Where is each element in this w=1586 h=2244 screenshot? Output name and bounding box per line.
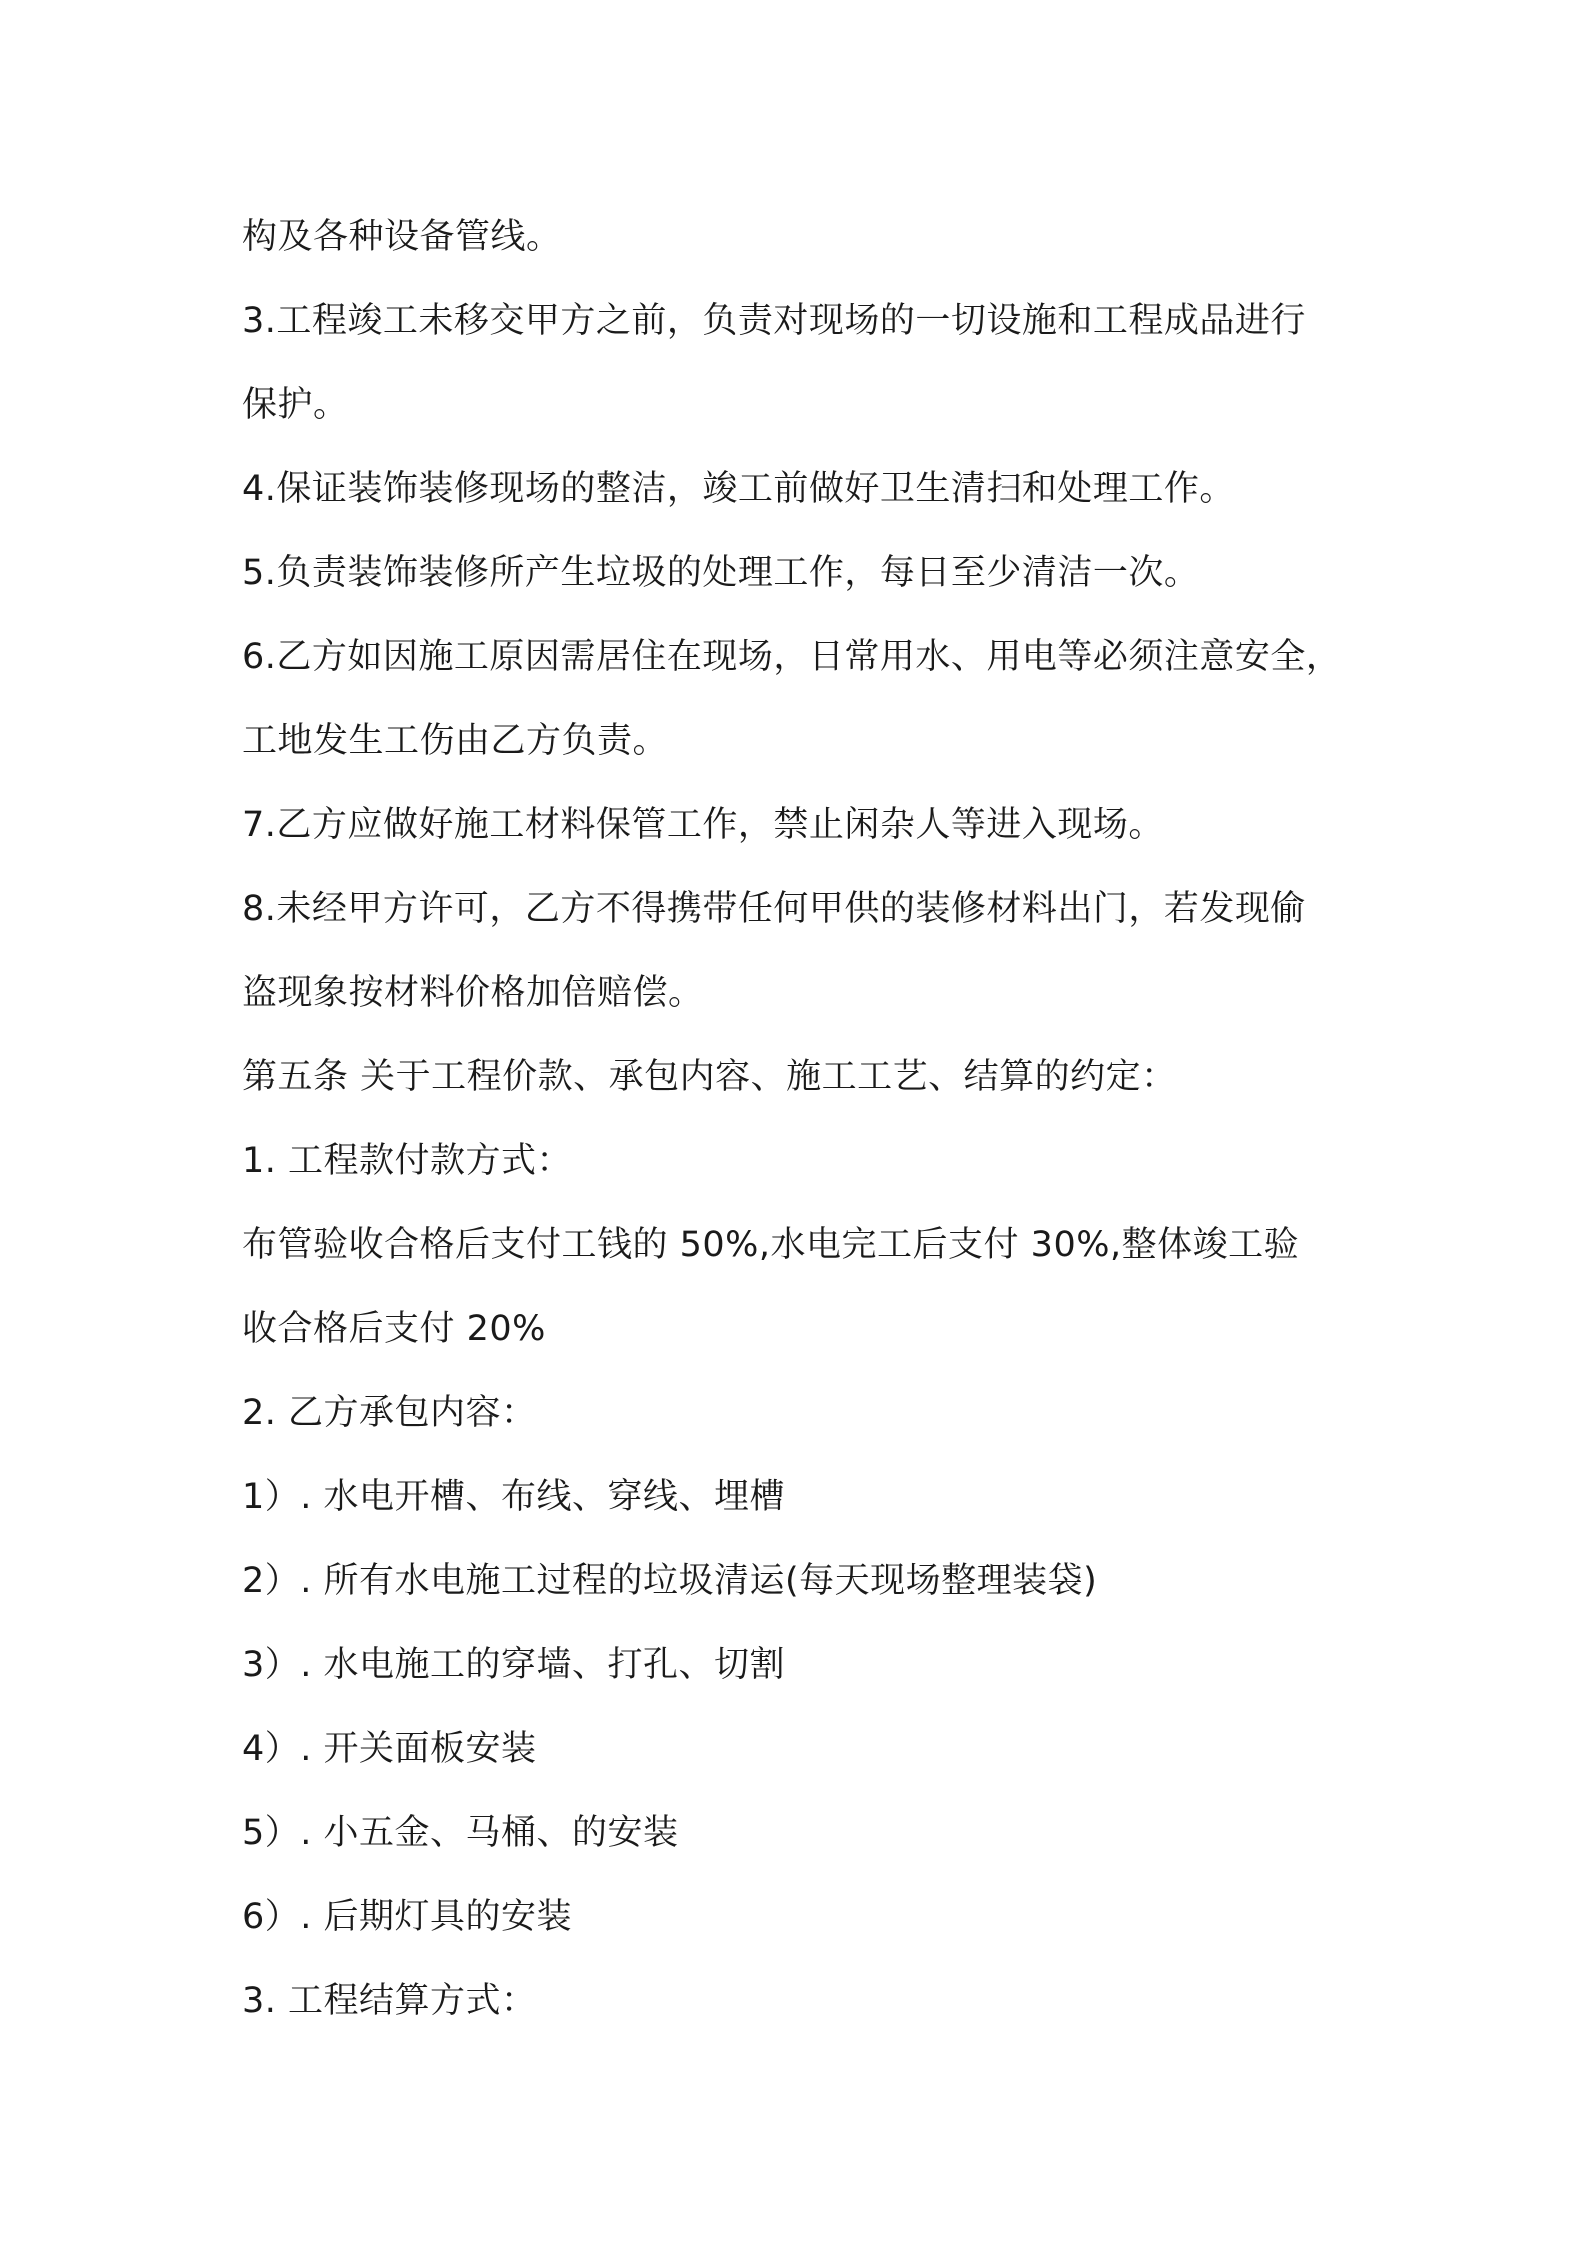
text-line: 构及各种设备管线。 <box>242 217 562 257</box>
list-item: 6）. 后期灯具的安装 <box>242 1897 573 1937</box>
text-line: 收合格后支付 20% <box>242 1309 546 1349</box>
list-item: 2）. 所有水电施工过程的垃圾清运(每天现场整理装袋) <box>242 1561 1098 1601</box>
text-line: 7.乙方应做好施工材料保管工作，禁止闲杂人等进入现场。 <box>242 805 1164 845</box>
text-line: 盗现象按材料价格加倍赔偿。 <box>242 973 704 1013</box>
text-line: 工地发生工伤由乙方负责。 <box>242 721 669 761</box>
text-line: 4.保证装饰装修现场的整洁，竣工前做好卫生清扫和处理工作。 <box>242 469 1235 509</box>
list-item: 4）. 开关面板安装 <box>242 1729 537 1769</box>
text-line: 3.工程竣工未移交甲方之前，负责对现场的一切设施和工程成品进行 <box>242 301 1306 341</box>
text-line: 保护。 <box>242 385 349 425</box>
list-item: 1）. 水电开槽、布线、穿线、埋槽 <box>242 1477 786 1517</box>
text-line: 6.乙方如因施工原因需居住在现场，日常用水、用电等必须注意安全， <box>242 637 1342 677</box>
text-line: 3. 工程结算方式： <box>242 1981 537 2021</box>
text-line: 1. 工程款付款方式： <box>242 1141 573 1181</box>
text-line: 5.负责装饰装修所产生垃圾的处理工作，每日至少清洁一次。 <box>242 553 1200 593</box>
document-body <box>242 195 1372 2043</box>
section-heading: 第五条 关于工程价款、承包内容、施工工艺、结算的约定： <box>242 1057 1177 1097</box>
list-item: 5）. 小五金、马桶、的安装 <box>242 1813 679 1853</box>
text-line: 布管验收合格后支付工钱的 50%,水电完工后支付 30%,整体竣工验 <box>242 1225 1300 1265</box>
text-line: 2. 乙方承包内容： <box>242 1393 537 1433</box>
text-line: 8.未经甲方许可，乙方不得携带任何甲供的装修材料出门，若发现偷 <box>242 889 1306 929</box>
list-item: 3）. 水电施工的穿墙、打孔、切割 <box>242 1645 786 1685</box>
